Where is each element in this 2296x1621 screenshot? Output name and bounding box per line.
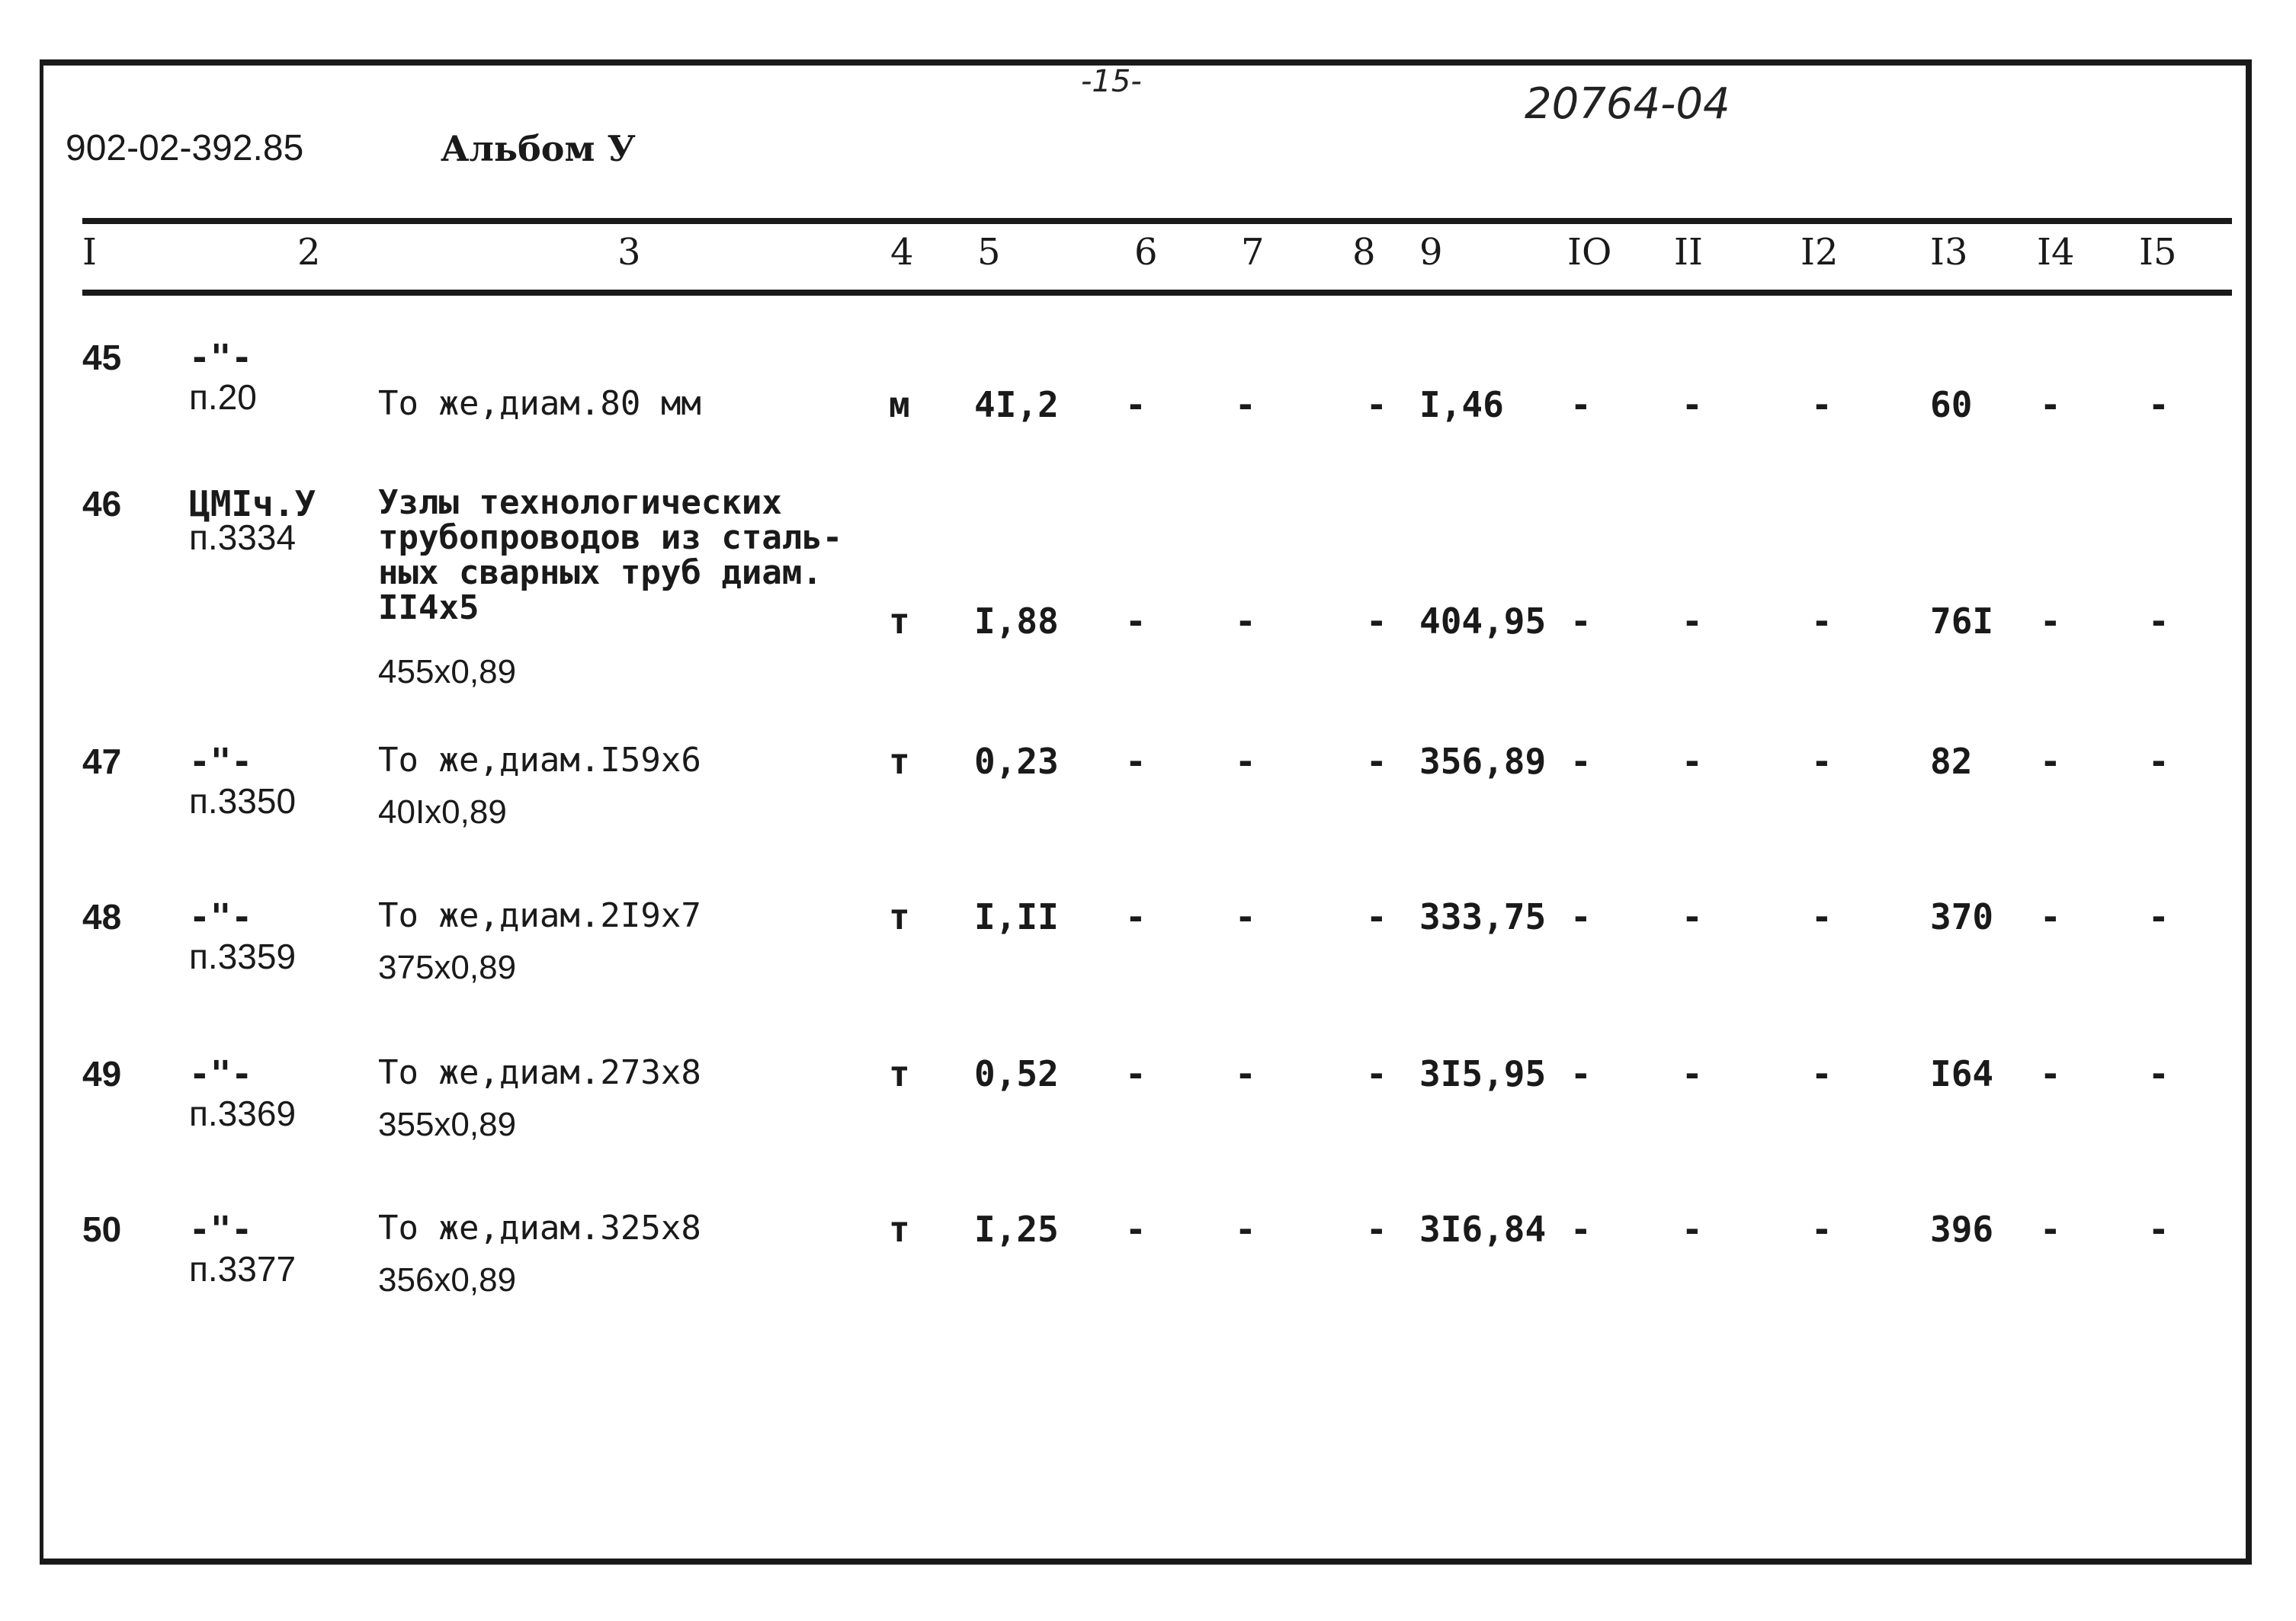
row-cell-c12: - [1811, 601, 1833, 642]
row-cell-c9: I,46 [1419, 384, 1504, 425]
row-cell-c11: - [1682, 601, 1703, 642]
row-cell-c15: - [2148, 741, 2169, 782]
row-cell-c12: - [1811, 384, 1833, 425]
row-ref-source: -"- [189, 1053, 253, 1094]
row-cell-c8: - [1366, 601, 1387, 642]
column-header-13: I3 [1930, 231, 1968, 274]
row-cell-c13: 76I [1930, 601, 1994, 642]
row-description: То же,диам.273x8 [378, 1053, 701, 1092]
column-header-5: 5 [977, 231, 1001, 274]
row-ref-item: п.3334 [189, 517, 297, 557]
row-cell-c10: - [1570, 1053, 1592, 1094]
row-cell-c14: - [2040, 384, 2061, 425]
page-number: -15- [1081, 64, 1142, 99]
row-cell-c13: 82 [1930, 741, 1973, 782]
row-cell-c15: - [2148, 601, 2169, 642]
row-description: То же,диам.80 мм [378, 384, 701, 423]
row-description-line: трубопроводов из сталь- [378, 518, 843, 557]
row-cell-c9: 3I5,95 [1419, 1053, 1547, 1094]
row-cell-c15: - [2148, 896, 2169, 937]
row-cell-c11: - [1682, 741, 1703, 782]
row-ref-source: -"- [189, 896, 253, 937]
column-header-4: 4 [890, 231, 914, 274]
row-cell-c7: - [1235, 384, 1256, 425]
row-number: 45 [82, 338, 122, 377]
row-ref-item: п.3350 [189, 781, 297, 821]
row-cell-c10: - [1570, 384, 1592, 425]
row-number: 46 [82, 484, 122, 524]
row-cell-c5: 0,23 [974, 741, 1059, 782]
row-cell-c15: - [2148, 384, 2169, 425]
album-label: Альбом У [441, 128, 636, 169]
row-cell-c11: - [1682, 384, 1703, 425]
row-description: То же,диам.I59x6 [378, 741, 701, 780]
column-header-9: 9 [1419, 231, 1443, 274]
row-cell-unit: т [889, 1209, 910, 1250]
row-cell-c7: - [1235, 896, 1256, 937]
row-ref-item: п.3359 [189, 937, 297, 976]
row-cell-c5: I,II [974, 896, 1059, 937]
row-ref-item: п.3377 [189, 1249, 297, 1289]
row-cell-c14: - [2040, 896, 2061, 937]
row-cell-c6: - [1125, 741, 1146, 782]
column-header-15: I5 [2139, 231, 2177, 274]
column-header-12: I2 [1801, 231, 1839, 274]
row-cell-c14: - [2040, 1053, 2061, 1094]
column-header-1: I [82, 231, 97, 274]
row-number: 50 [82, 1209, 122, 1249]
column-header-14: I4 [2037, 231, 2075, 274]
row-description-extra: 356x0,89 [378, 1261, 517, 1299]
row-cell-c10: - [1570, 896, 1592, 937]
row-number: 47 [82, 742, 122, 781]
row-cell-c9: 404,95 [1419, 601, 1547, 642]
row-number: 48 [82, 897, 122, 937]
column-header-6: 6 [1134, 231, 1158, 274]
row-cell-unit: т [889, 1053, 910, 1094]
row-cell-c13: 60 [1930, 384, 1973, 425]
row-ref-source: -"- [189, 741, 253, 782]
row-ref-source: -"- [189, 337, 253, 378]
row-cell-c12: - [1811, 1209, 1833, 1250]
row-cell-unit: м [889, 384, 910, 425]
row-cell-c5: I,25 [974, 1209, 1059, 1250]
row-number: 49 [82, 1054, 122, 1094]
row-cell-c9: 356,89 [1419, 741, 1547, 782]
row-description: То же,диам.325x8 [378, 1209, 701, 1248]
row-cell-c12: - [1811, 1053, 1833, 1094]
column-header-8: 8 [1352, 231, 1376, 274]
row-cell-c9: 3I6,84 [1419, 1209, 1547, 1250]
row-cell-c14: - [2040, 741, 2061, 782]
doc-code: 902-02-392.85 [66, 128, 304, 168]
row-cell-c7: - [1235, 601, 1256, 642]
row-cell-c13: 370 [1930, 896, 1994, 937]
row-cell-c15: - [2148, 1209, 2169, 1250]
row-cell-unit: т [889, 896, 910, 937]
row-cell-c10: - [1570, 601, 1592, 642]
row-cell-c5: 0,52 [974, 1053, 1059, 1094]
column-header-3: 3 [617, 231, 641, 274]
row-description-line: Узлы технологических [378, 483, 782, 522]
row-cell-c15: - [2148, 1053, 2169, 1094]
row-description-line: II4x5 [378, 588, 479, 627]
row-cell-c11: - [1682, 896, 1703, 937]
column-header-7: 7 [1241, 231, 1265, 274]
row-description-extra: 455x0,89 [378, 653, 517, 690]
header-top-rule [82, 218, 2232, 224]
header-bottom-rule [82, 290, 2232, 296]
row-cell-c5: I,88 [974, 601, 1059, 642]
column-header-10: IO [1567, 231, 1612, 274]
row-cell-c14: - [2040, 1209, 2061, 1250]
row-cell-c11: - [1682, 1209, 1703, 1250]
row-cell-c7: - [1235, 741, 1256, 782]
row-cell-c11: - [1682, 1053, 1703, 1094]
row-cell-c9: 333,75 [1419, 896, 1547, 937]
row-ref-source: -"- [189, 1209, 253, 1250]
row-cell-c14: - [2040, 601, 2061, 642]
row-cell-c7: - [1235, 1053, 1256, 1094]
row-cell-c10: - [1570, 741, 1592, 782]
row-cell-c6: - [1125, 601, 1146, 642]
row-cell-c6: - [1125, 384, 1146, 425]
column-header-11: II [1674, 231, 1703, 274]
row-cell-unit: т [889, 741, 910, 782]
row-cell-c8: - [1366, 896, 1387, 937]
row-cell-c12: - [1811, 896, 1833, 937]
row-cell-c13: I64 [1930, 1053, 1994, 1094]
row-description-line: ных сварных труб диам. [378, 553, 823, 592]
row-cell-c6: - [1125, 1053, 1146, 1094]
row-cell-c13: 396 [1930, 1209, 1994, 1250]
column-header-2: 2 [297, 231, 321, 274]
row-description-extra: 375x0,89 [378, 949, 517, 986]
row-description-extra: 355x0,89 [378, 1106, 517, 1143]
row-cell-c8: - [1366, 384, 1387, 425]
row-description: То же,диам.2I9x7 [378, 896, 701, 935]
row-description-extra: 40Ix0,89 [378, 793, 507, 831]
row-ref-item: п.20 [189, 377, 257, 417]
row-cell-c7: - [1235, 1209, 1256, 1250]
row-cell-unit: т [889, 601, 910, 642]
row-cell-c8: - [1366, 741, 1387, 782]
page-frame [40, 59, 2252, 1565]
row-cell-c8: - [1366, 1053, 1387, 1094]
row-cell-c12: - [1811, 741, 1833, 782]
row-cell-c6: - [1125, 1209, 1146, 1250]
inventory-number: 20764-04 [1525, 79, 1730, 129]
row-cell-c10: - [1570, 1209, 1592, 1250]
row-cell-c5: 4I,2 [974, 384, 1059, 425]
row-cell-c8: - [1366, 1209, 1387, 1250]
row-ref-item: п.3369 [189, 1094, 297, 1133]
row-ref-source: ЦМIч.У [189, 483, 316, 524]
row-cell-c6: - [1125, 896, 1146, 937]
